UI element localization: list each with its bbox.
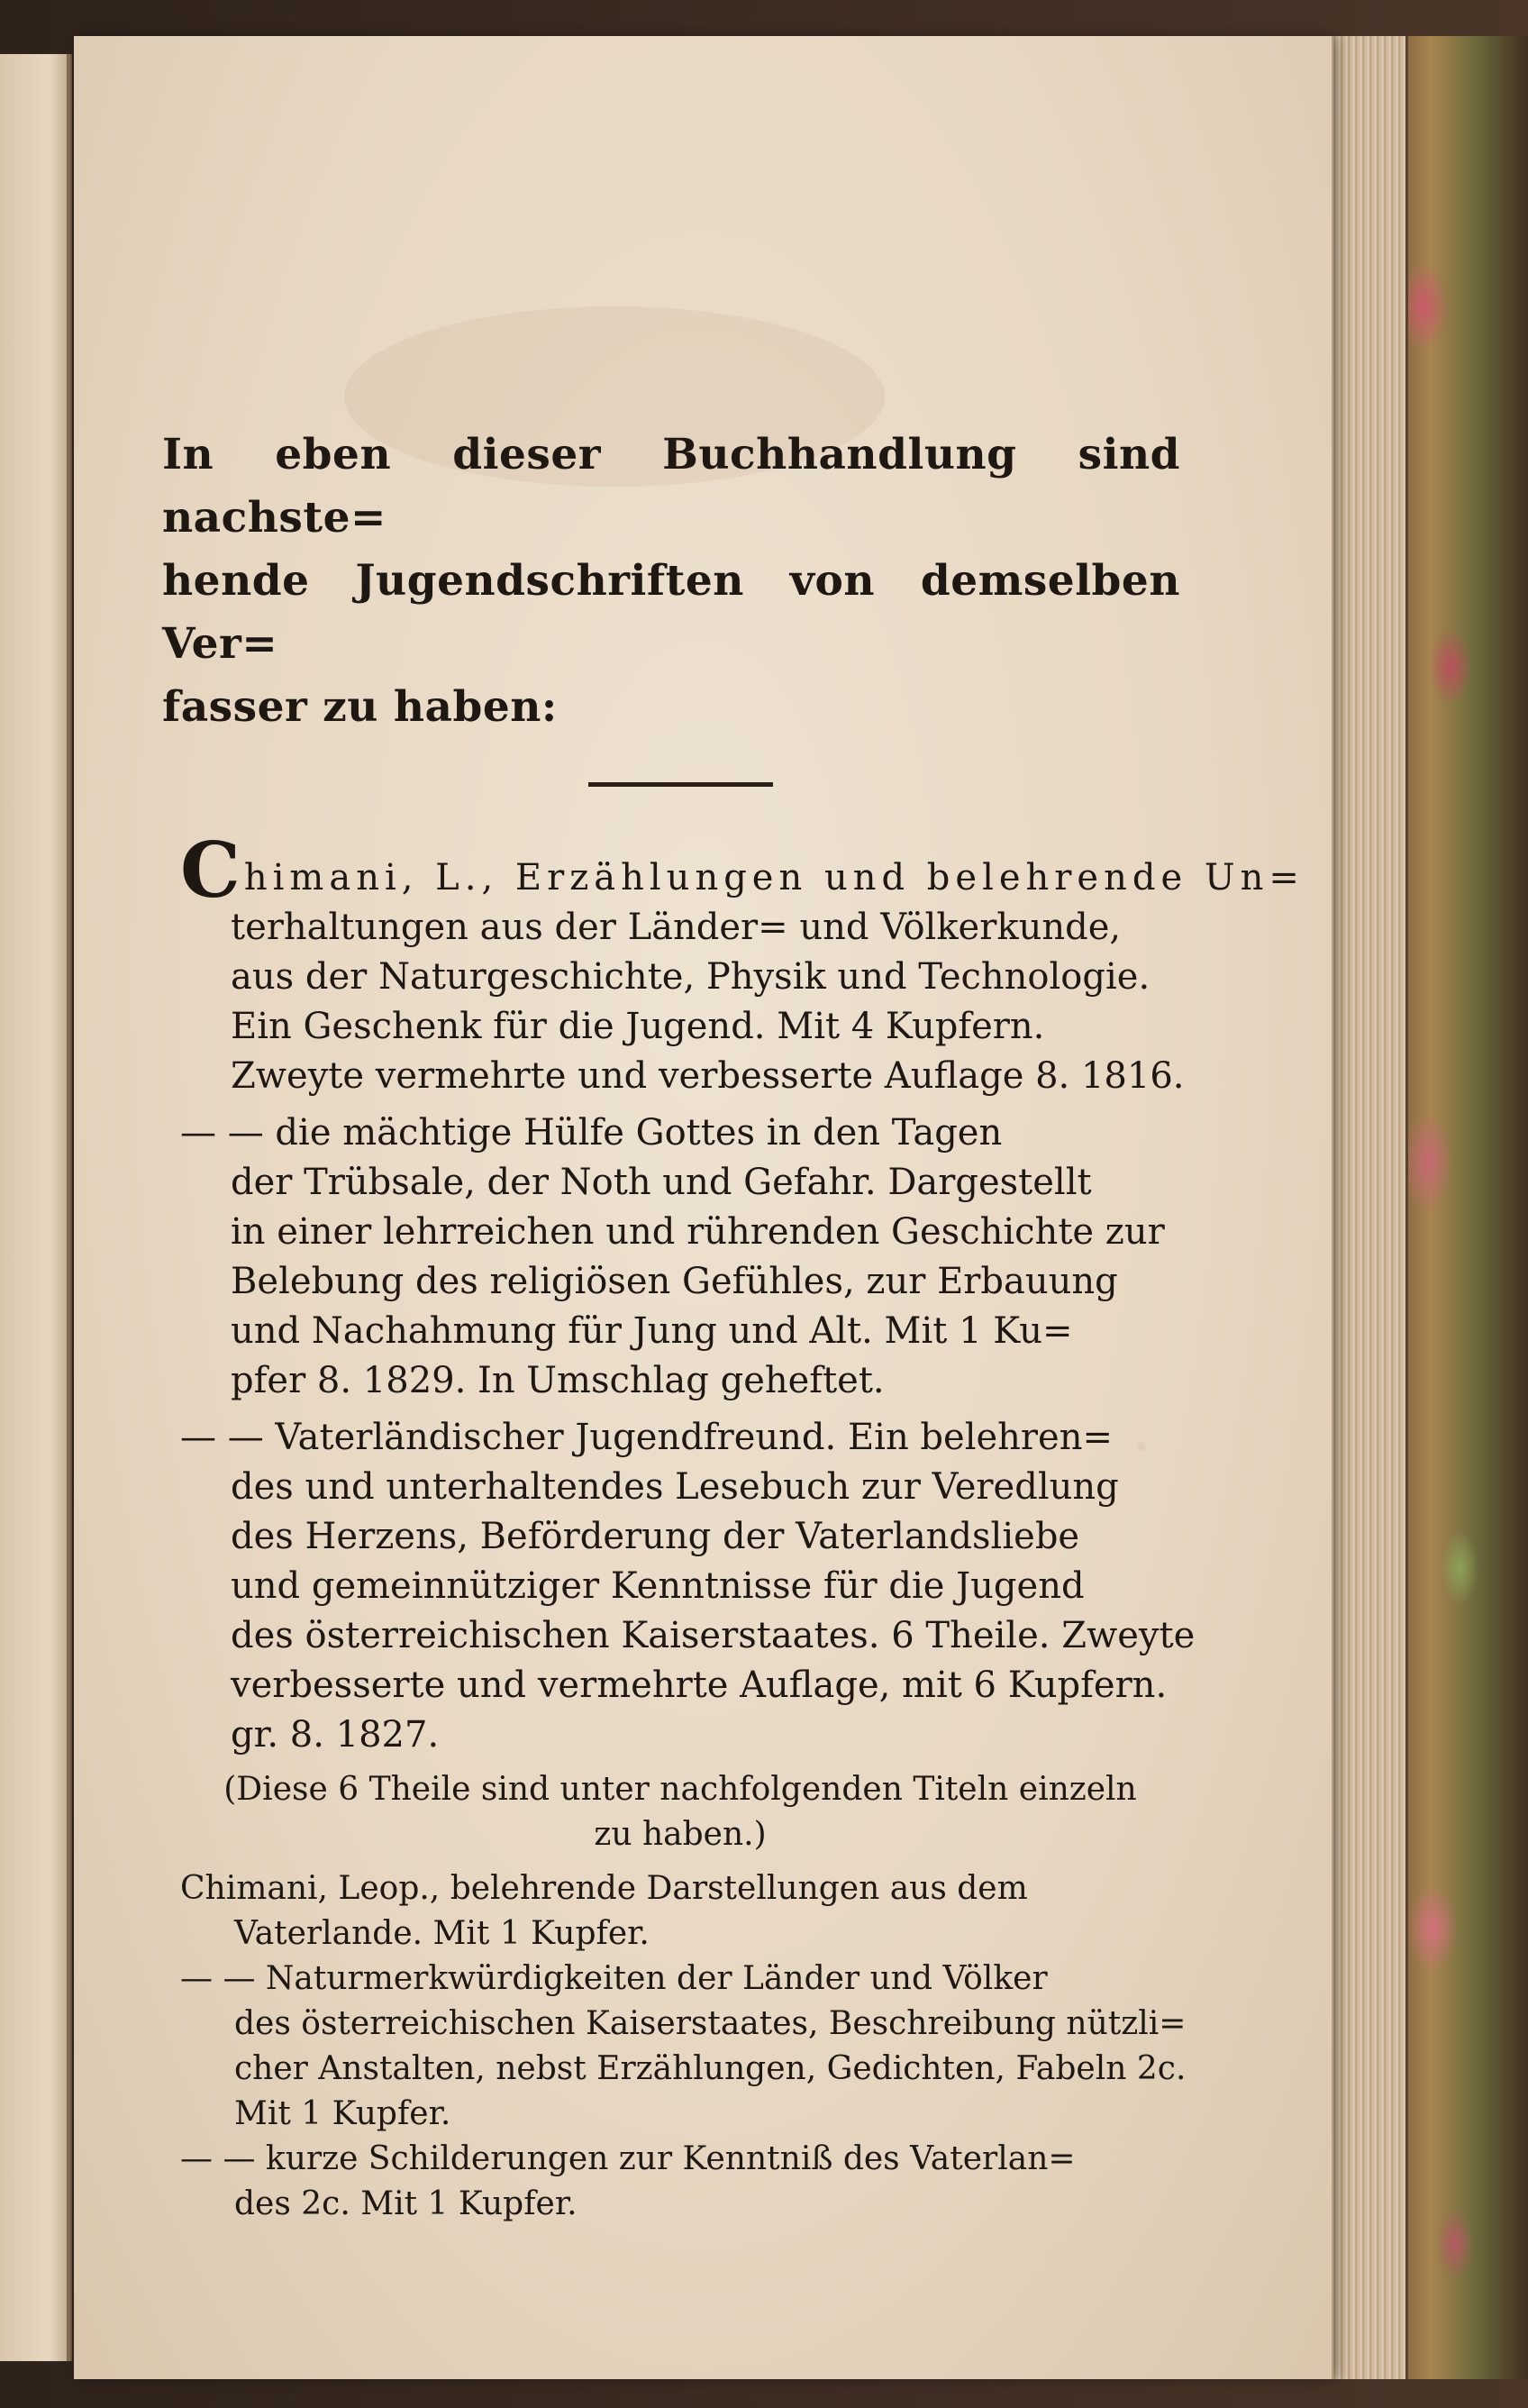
book-entry	[180, 1413, 1196, 1760]
entry-line: — — Vaterländischer Jugendfreund. Ein belehren=	[180, 1417, 1113, 1458]
entry-line-text: himani, L., Erzählungen und belehrende Un=	[243, 857, 1305, 898]
entry-line: gr. 8. 1827.	[231, 1714, 440, 1756]
sub-entry-line: Mit 1 Kupfer.	[234, 2095, 451, 2132]
series-note	[180, 1767, 1180, 1857]
entry-line: der Trübsale, der Noth und Gefahr. Dargestellt	[231, 1162, 1092, 1203]
page-content	[162, 424, 1305, 2227]
sub-entry-line: — — kurze Schilderungen zur Kenntniß des Vaterlan=	[180, 2140, 1076, 2177]
sub-entry-line: des österreichischen Kaiserstaates, Beschreibung nützli=	[234, 2005, 1187, 2042]
entry-line: aus der Naturgeschichte, Physik und Technologie.	[231, 956, 1151, 998]
book-entry	[180, 825, 1305, 1101]
sub-entry-line: des 2c. Mit 1 Kupfer.	[234, 2185, 578, 2222]
entry-line	[180, 825, 1305, 915]
entry-line: — — die mächtige Hülfe Gottes in den Tagen	[180, 1112, 1003, 1154]
divider-rule	[588, 782, 773, 787]
heading-line: fasser zu haben:	[162, 682, 558, 732]
sub-entry-line: Chimani, Leop., belehrende Darstellungen aus dem	[180, 1870, 1028, 1907]
note-line: (Diese 6 Theile sind unter nachfolgenden Titeln einzeln	[223, 1771, 1137, 1808]
entry-line: des Herzens, Beförderung der Vaterlandsliebe	[231, 1516, 1080, 1557]
sub-entry	[180, 1866, 1180, 1957]
entry-line: des und unterhaltendes Lesebuch zur Veredlung	[231, 1466, 1119, 1508]
note-line: zu haben.)	[594, 1816, 767, 1853]
heading-line: In eben dieser Buchhandlung sind nachste=	[162, 430, 1180, 543]
entry-line: terhaltungen aus der Länder= und Völkerkunde,	[231, 907, 1122, 948]
entry-line: und gemeinnütziger Kenntnisse für die Jugend	[231, 1565, 1085, 1607]
entry-line: Belebung des religiösen Gefühles, zur Erbauung	[231, 1261, 1118, 1302]
sub-entry-line: Vaterlande. Mit 1 Kupfer.	[234, 1915, 650, 1952]
left-page-edge	[0, 54, 72, 2361]
entry-line: Ein Geschenk für die Jugend. Mit 4 Kupfern.	[231, 1006, 1045, 1047]
sub-entry	[180, 1957, 1187, 2137]
entry-line: verbesserte und vermehrte Auflage, mit 6 Kupfern.	[231, 1665, 1168, 1706]
sub-entry-line: — — Naturmerkwürdigkeiten der Länder und Völker	[180, 1960, 1048, 1997]
drop-cap: C	[180, 825, 241, 915]
entry-line: pfer 8. 1829. In Umschlag geheftet.	[231, 1360, 885, 1401]
entry-line: in einer lehrreichen und rührenden Geschichte zur	[231, 1211, 1165, 1253]
book-entry	[180, 1108, 1180, 1406]
entry-line: Zweyte vermehrte und verbesserte Auflage 8. 1816.	[231, 1055, 1185, 1097]
sub-entry-line: cher Anstalten, nebst Erzählungen, Gedichten, Fabeln 2c.	[234, 2050, 1187, 2087]
sub-entry	[180, 2137, 1180, 2227]
advertisement-heading	[162, 424, 1180, 739]
heading-line: hende Jugendschriften von demselben Ver=	[162, 556, 1180, 669]
marbled-cover-board	[1387, 36, 1528, 2379]
entry-line: und Nachahmung für Jung und Alt. Mit 1 Ku=	[231, 1310, 1073, 1352]
entry-line: des österreichischen Kaiserstaates. 6 Theile. Zweyte	[231, 1615, 1196, 1656]
